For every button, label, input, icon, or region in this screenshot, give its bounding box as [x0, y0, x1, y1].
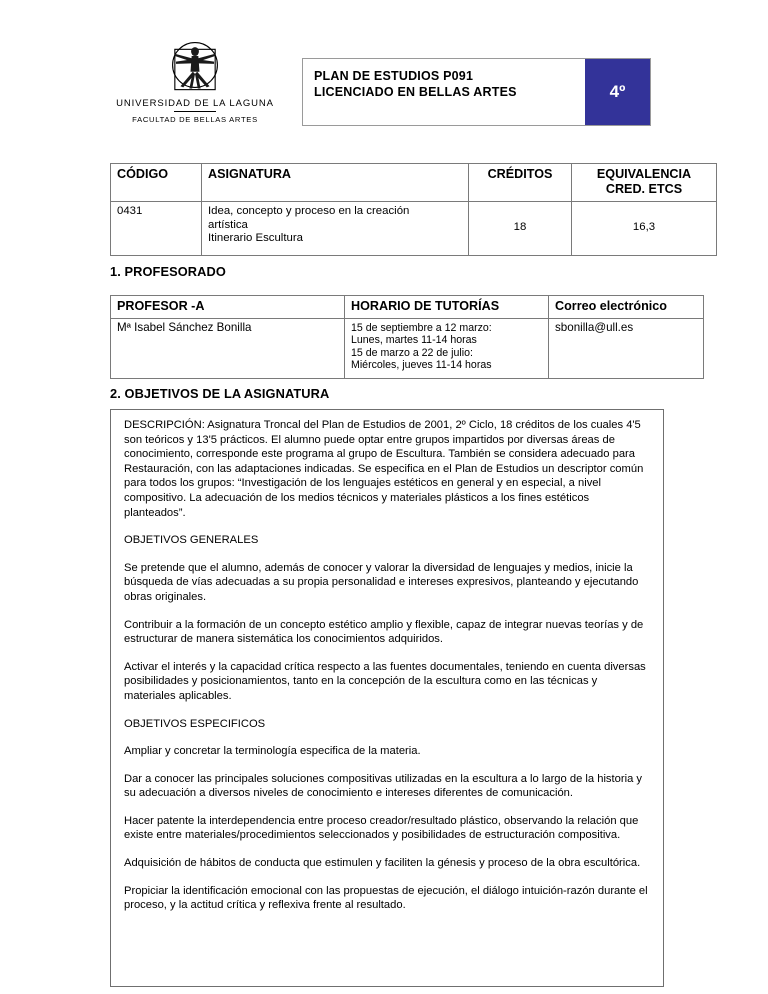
horario-line2: Lunes, martes 11-14 horas: [351, 334, 477, 347]
equivalencia-line2: CRED. ETCS: [605, 182, 683, 196]
paragraph-especifico-5: Propiciar la identificación emocional con las propuestas de ejecución, el diálogo intuición-razón durante el proceso, y la actitud crítica y reflexiva frente al resultado.: [124, 884, 648, 912]
course-info-table: [110, 163, 717, 256]
paragraph-general-1: Se pretende que el alumno, además de conocer y valorar la diversidad de lenguajes y medios, inicie la búsqueda de vías adecuadas a su propia personalidad e intereses expresivos, planteando y ejecutando obras originales.: [124, 561, 639, 603]
column-header-creditos: CRÉDITOS: [469, 164, 572, 202]
column-header-profesor: PROFESOR -A: [111, 296, 345, 319]
cell-horario-tutorias: [345, 319, 549, 379]
plan-title: [314, 68, 584, 100]
section-heading-objetivos: 2. OBJETIVOS DE LA ASIGNATURA: [110, 386, 330, 401]
table-row: [111, 319, 704, 379]
table-header-row: [111, 164, 717, 202]
column-header-correo: Correo electrónico: [549, 296, 704, 319]
asignatura-line3: Itinerario Escultura: [208, 232, 303, 245]
vitruvian-man-icon: [167, 36, 223, 94]
column-header-horario: HORARIO DE TUTORÍAS: [345, 296, 549, 319]
cell-profesor-name: Mª Isabel Sánchez Bonilla: [111, 319, 345, 379]
document-header: [0, 0, 768, 152]
paragraph-especifico-4: Adquisición de hábitos de conducta que estimulen y faciliten la génesis y proceso de la obra escultórica.: [124, 857, 641, 870]
cell-email: sbonilla@ull.es: [549, 319, 704, 379]
faculty-name: FACULTAD DE BELLAS ARTES: [132, 115, 258, 124]
horario-line3: 15 de marzo a 22 de julio:: [351, 346, 473, 359]
section-heading-profesorado: 1. PROFESORADO: [110, 264, 226, 279]
paragraph-descripcion: DESCRIPCIÓN: Asignatura Troncal del Plan de Estudios de 2001, 2º Ciclo, 18 créditos de los cuales 4'5 son teóricos y 13'5 prácticos. El alumno puede optar entre grupos impartidos por diversas áreas de conocimiento, corresponde este programa al grupo de Escultura. También se considera adecuado para Restauración, con las adaptaciones indicadas. Se especifica en el Plan de Estudios un descriptor común para todos los grupos: “Investigación de los lenguajes estéticos en general y en especial, a nivel compositivo. La adecuación de los medios técnicos y materiales plásticos a los fines estéticos planteados”.: [124, 419, 644, 519]
asignatura-line1: Idea, concepto y proceso en la creación: [208, 205, 410, 217]
paragraph-general-3: Activar el interés y la capacidad crítica respecto a las fuentes documentales, teniendo en cuenta diversas posibilidades y posicionamientos, tanto en la concepción de la escultura como en las técnicas y materiales aplicables.: [124, 660, 646, 702]
plan-title-box: [302, 58, 651, 126]
asignatura-line2: artística: [208, 218, 248, 231]
paragraph-especifico-2: Dar a conocer las principales soluciones compositivas utilizadas en la escultura a lo largo de la historia y su adecuación a diversos niveles de conocimiento e intereses diferentes de comunicación.: [124, 772, 642, 800]
course-year-badge: 4º: [585, 59, 650, 125]
column-header-asignatura: ASIGNATURA: [202, 164, 469, 202]
cell-creditos: 18: [469, 202, 572, 256]
horario-line4: Miércoles, jueves 11-14 horas: [351, 359, 492, 372]
university-name: UNIVERSIDAD DE LA LAGUNA: [116, 98, 274, 109]
equivalencia-line1: EQUIVALENCIA: [596, 167, 692, 181]
column-header-equivalencia: [572, 164, 717, 202]
plan-title-line1: PLAN DE ESTUDIOS P091: [314, 69, 474, 83]
plan-title-line2: LICENCIADO EN BELLAS ARTES: [314, 85, 517, 99]
objectives-content-box: [110, 409, 664, 987]
table-row: [111, 202, 717, 256]
column-header-codigo: CÓDIGO: [111, 164, 202, 202]
paragraph-general-2: Contribuir a la formación de un concepto estético amplio y flexible, capaz de integrar nuevas teorías y de estructurar de manera sistemática los conocimientos adquiridos.: [124, 618, 644, 646]
subheading-objetivos-generales: OBJETIVOS GENERALES: [124, 534, 259, 547]
teacher-info-table: [110, 295, 704, 379]
horario-line1: 15 de septiembre a 12 marzo:: [351, 322, 492, 334]
cell-codigo: 0431: [111, 202, 202, 256]
table-header-row: [111, 296, 704, 319]
logo-divider: [174, 111, 216, 112]
cell-asignatura: [202, 202, 469, 256]
subheading-objetivos-especificos: OBJETIVOS ESPECIFICOS: [124, 717, 266, 730]
cell-equivalencia: 16,3: [572, 202, 717, 256]
university-logo-block: [104, 36, 286, 125]
paragraph-especifico-1: Ampliar y concretar la terminología especifica de la materia.: [124, 745, 421, 758]
paragraph-especifico-3: Hacer patente la interdependencia entre proceso creador/resultado plástico, observando la relación que existe entre materiales/procedimientos seleccionados y posibilidades de estructuración compositiva.: [124, 814, 639, 842]
